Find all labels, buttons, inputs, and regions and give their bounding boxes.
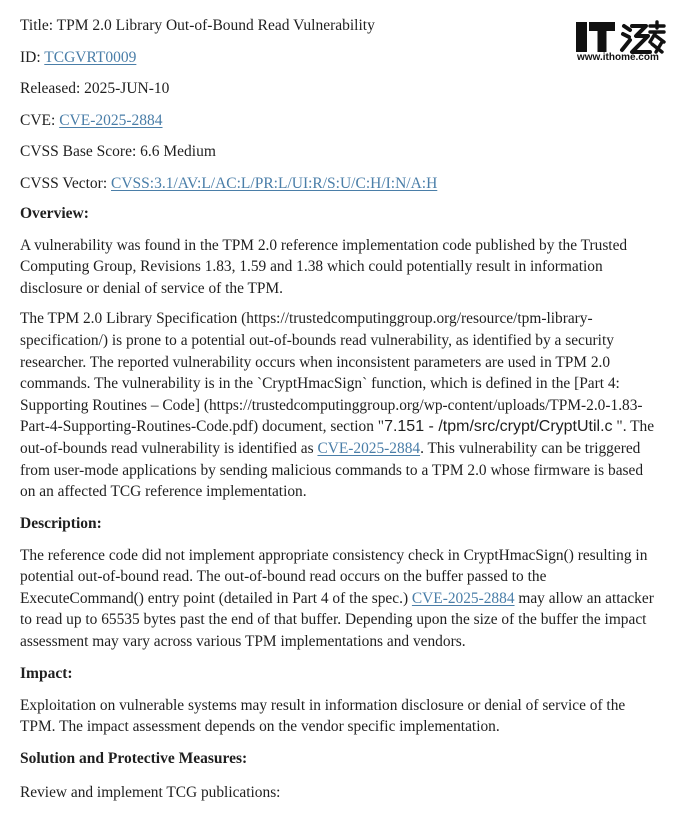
cve-link[interactable]: CVE-2025-2884 bbox=[59, 111, 163, 129]
overview-p2-code: 7.151 - /tpm/src/crypt/CryptUtil.c bbox=[384, 418, 613, 436]
released-row bbox=[20, 73, 660, 105]
description-text-a: The reference code did not implement appropriate consistency check in CryptHmacSign() resulting in potential out-of-bound read. The out-of-bound read occurs on the buffer passed to the ExecuteCommand() entry point (detailed in Part 4 of the spec.) bbox=[20, 546, 648, 607]
released-value: 2025-JUN-10 bbox=[84, 80, 170, 98]
overview-paragraph-2 bbox=[20, 308, 660, 502]
cvss-vector-row bbox=[20, 168, 660, 200]
id-link[interactable]: TCGVRT0009 bbox=[44, 48, 137, 66]
solution-paragraph: Review and implement TCG publications: bbox=[20, 783, 281, 801]
title-label: Title: bbox=[20, 17, 54, 34]
id-row bbox=[20, 42, 660, 74]
overview-p2-text-b: ". The out-of-bounds read vulnerability is identified as bbox=[20, 418, 655, 457]
id-label: ID: bbox=[20, 48, 41, 66]
overview-heading: Overview: bbox=[20, 204, 89, 222]
impact-paragraph: Exploitation on vulnerable systems may result in information disclosure or denial of service of the TPM. The impact assessment depends on the vendor specific implementation. bbox=[20, 696, 626, 736]
cvss-vector-label: CVSS Vector: bbox=[20, 174, 108, 192]
cvss-score-value: 6.6 Medium bbox=[140, 143, 216, 161]
ithome-url: www.ithome.com bbox=[577, 52, 659, 63]
overview-p2-text-c: . This vulnerability can be triggered from user-mode applications by sending malicious commands to a TPM 2.0 whose firmware is based on an affected TCG reference implementation. bbox=[20, 439, 644, 501]
impact-heading: Impact: bbox=[20, 664, 73, 682]
title-row bbox=[20, 10, 660, 42]
cvss-score-label: CVSS Base Score: bbox=[20, 143, 137, 161]
overview-paragraph-1: A vulnerability was found in the TPM 2.0 reference implementation code published by the Trusted Computing Group, Revisions 1.83, 1.59 and 1.38 which could potentially result in information disclosure or denial of service of the TPM. bbox=[20, 236, 628, 297]
overview-cve-link[interactable]: CVE-2025-2884 bbox=[317, 439, 421, 457]
description-paragraph bbox=[20, 545, 660, 653]
description-cve-link[interactable]: CVE-2025-2884 bbox=[411, 589, 515, 607]
title-value: TPM 2.0 Library Out-of-Bound Read Vulnerability bbox=[56, 17, 375, 34]
advisory-document bbox=[20, 0, 660, 803]
overview-p2-text-a: The TPM 2.0 Library Specification (https://trustedcomputinggroup.org/resource/tpm-library-specification/) is prone to a potential out-of-bounds read vulnerability, as identified by a security researcher. The reported vulnerability occurs when inconsistent parameters are used in TPM 2.0 commands. The vulnerability is in the `CryptHmacSign` function, which is defined in the [Part 4: Supporting Routines – Code] (https://trustedcomputinggroup.org/wp-content/uploads/TPM-2.0-1.83-Part-4-Supporting-Routines-Code.pdf) document, section " bbox=[20, 310, 643, 436]
solution-heading: Solution and Protective Measures: bbox=[20, 749, 248, 767]
cve-label: CVE: bbox=[20, 111, 56, 129]
cvss-score-row bbox=[20, 136, 660, 168]
cve-row bbox=[20, 105, 660, 137]
description-heading: Description: bbox=[20, 514, 102, 532]
description-text-b: may allow an attacker to read up to 65535 bytes past the end of that buffer. Depending upon the size of the buffer the impact assessment may vary across various TPM implementations and vendors. bbox=[20, 589, 654, 651]
released-label: Released: bbox=[20, 80, 81, 98]
cvss-vector-link[interactable]: CVSS:3.1/AV:L/AC:L/PR:L/UI:R/S:U/C:H/I:N/A:H bbox=[111, 174, 438, 192]
